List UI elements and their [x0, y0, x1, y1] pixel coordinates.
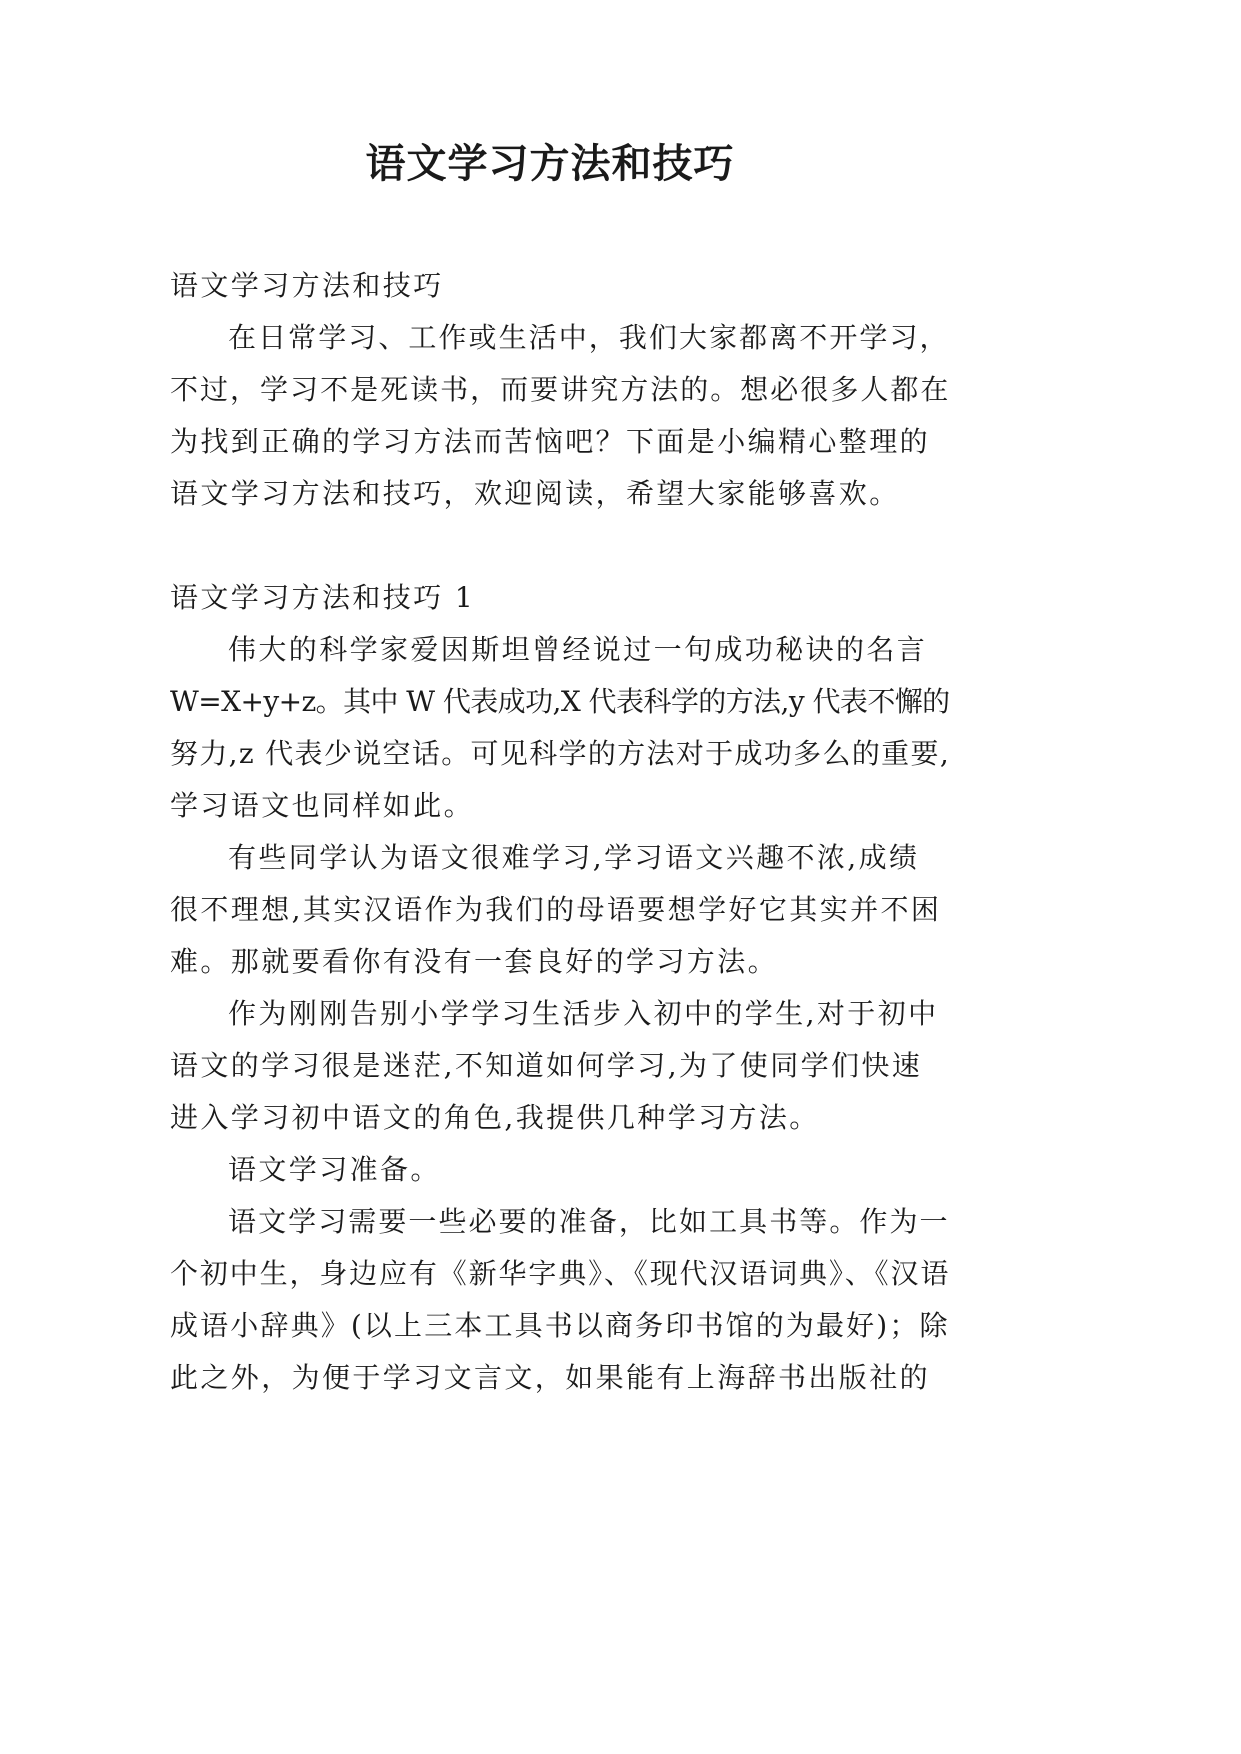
- text-line: 学习语文也同样如此。: [170, 789, 475, 822]
- text-line: 个初中生，身边应有《新华字典》、《现代汉语词典》、《汉语: [170, 1257, 951, 1290]
- text-line: 语文学习方法和技巧，欢迎阅读，希望大家能够喜欢。: [170, 477, 900, 510]
- text-line: 为找到正确的学习方法而苦恼吧？下面是小编精心整理的: [170, 425, 931, 458]
- blank-line: [170, 520, 950, 572]
- text-line: 很不理想,其实汉语作为我们的母语要想学好它其实并不困: [170, 893, 942, 926]
- text-line: 语文学习方法和技巧: [170, 269, 444, 302]
- text-line: 语文学习准备。: [228, 1153, 441, 1186]
- text-line: 语文学习方法和技巧 1: [170, 581, 476, 614]
- text-line: 不过，学习不是死读书，而要讲究方法的。想必很多人都在: [170, 373, 951, 406]
- text-line: 伟大的科学家爱因斯坦曾经说过一句成功秘诀的名言: [228, 633, 928, 666]
- text-line: 作为刚刚告别小学学习生活步入初中的学生,对于初中: [228, 997, 939, 1030]
- text-line: 语文的学习很是迷茫,不知道如何学习,为了使同学们快速: [170, 1049, 923, 1082]
- text-line: 难。那就要看你有没有一套良好的学习方法。: [170, 945, 779, 978]
- text-line: 努力,z 代表少说空话。可见科学的方法对于成功多么的重要,: [170, 737, 951, 770]
- text-line: 有些同学认为语文很难学习,学习语文兴趣不浓,成绩: [228, 841, 920, 874]
- document-title: 语文学习方法和技巧: [365, 140, 735, 187]
- text-line: 语文学习需要一些必要的准备，比如工具书等。作为一: [228, 1205, 950, 1238]
- text-line: 进入学习初中语文的角色,我提供几种学习方法。: [170, 1101, 820, 1134]
- text-line: W=X+y+z。其中 W 代表成功,X 代表科学的方法,y 代表不懈的: [170, 685, 950, 718]
- text-line: 此之外，为便于学习文言文，如果能有上海辞书出版社的: [170, 1361, 931, 1394]
- text-line: 在日常学习、工作或生活中，我们大家都离不开学习，: [228, 321, 950, 354]
- text-line: 成语小辞典》(以上三本工具书以商务印书馆的为最好)；除: [170, 1309, 950, 1342]
- document-body: [170, 260, 950, 1404]
